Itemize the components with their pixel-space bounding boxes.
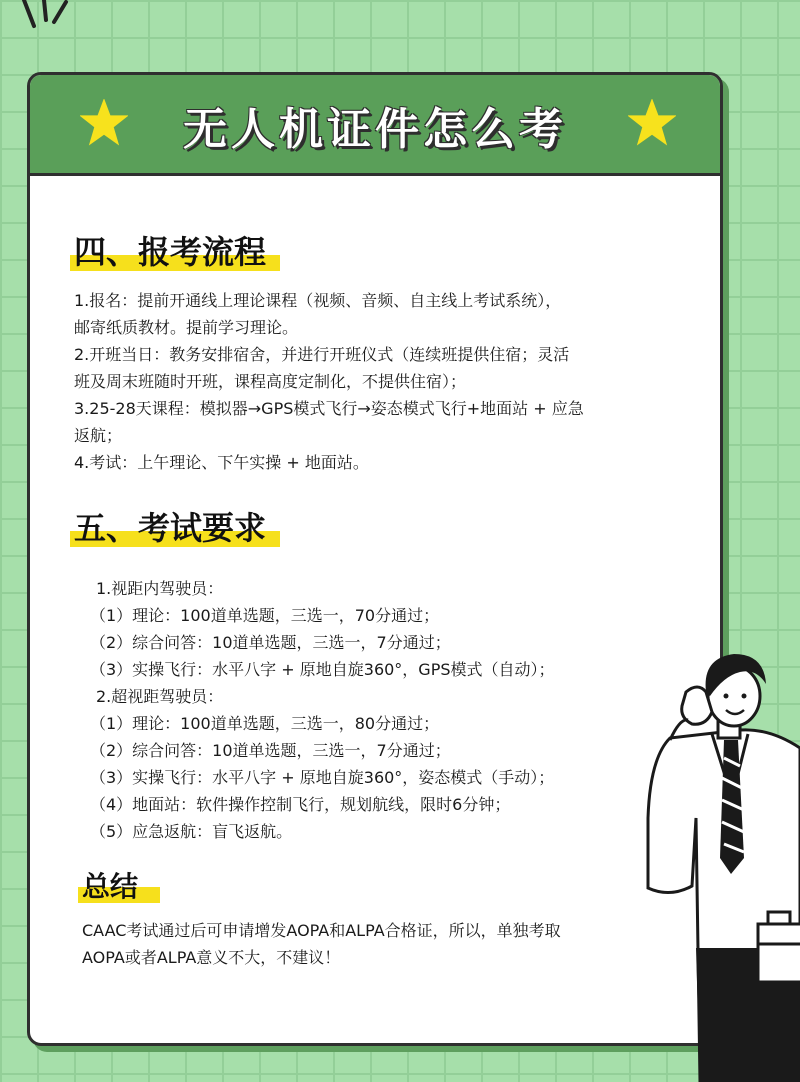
requirement-line: （1）理论：100道单选题，三选一，70分通过； [90,606,440,625]
content-card [27,72,723,1046]
requirement-line: （2）综合问答：10道单选题，三选一，7分通过； [90,633,451,652]
burst-lines-icon [10,0,80,40]
process-line: 返航； [74,426,123,445]
requirement-line: 2.超视距驾驶员： [96,687,224,706]
requirement-line: （5）应急返航：盲飞返航。 [90,822,293,841]
process-line: 2.开班当日：教务安排宿舍，并进行开班仪式（连续班提供住宿；灵活 [74,345,570,364]
process-line: 4.考试：上午理论、下午实操 + 地面站。 [74,453,369,472]
star-icon [628,99,676,147]
process-line: 3.25-28天课程：模拟器→GPS模式飞行→姿态模式飞行+地面站 + 应急 [74,399,584,418]
title-banner [30,75,720,176]
summary-line: AOPA或者ALPA意义不大，不建议！ [82,948,341,967]
process-line: 班及周末班随时开班，课程高度定制化，不提供住宿）； [74,372,467,391]
section-heading-exam-requirements: 五、考试要求 [74,503,266,549]
process-line: 邮寄纸质教材。提前学习理论。 [74,318,299,337]
registration-process-text [74,287,694,476]
section-heading-registration: 四、报考流程 [74,227,266,273]
exam-requirements-text [90,575,690,845]
businessman-illustration [640,648,800,1082]
summary-line: CAAC考试通过后可申请增发AOPA和ALPA合格证，所以，单独考取 [82,921,561,940]
page-title: 无人机证件怎么考 [183,104,567,155]
requirement-line: 1.视距内驾驶员： [96,579,224,598]
requirement-line: （4）地面站：软件操作控制飞行，规划航线，限时6分钟； [90,795,511,814]
process-line: 1.报名：提前开通线上理论课程（视频、音频、自主线上考试系统）， [74,291,562,310]
requirement-line: （3）实操飞行：水平八字 + 原地自旋360°，GPS模式（自动）； [90,660,555,679]
requirement-line: （3）实操飞行：水平八字 + 原地自旋360°，姿态模式（手动）； [90,768,555,787]
requirement-line: （2）综合问答：10道单选题，三选一，7分通过； [90,741,451,760]
section-heading-summary: 总结 [82,865,138,905]
summary-text [82,917,692,971]
requirement-line: （1）理论：100道单选题，三选一，80分通过； [90,714,440,733]
